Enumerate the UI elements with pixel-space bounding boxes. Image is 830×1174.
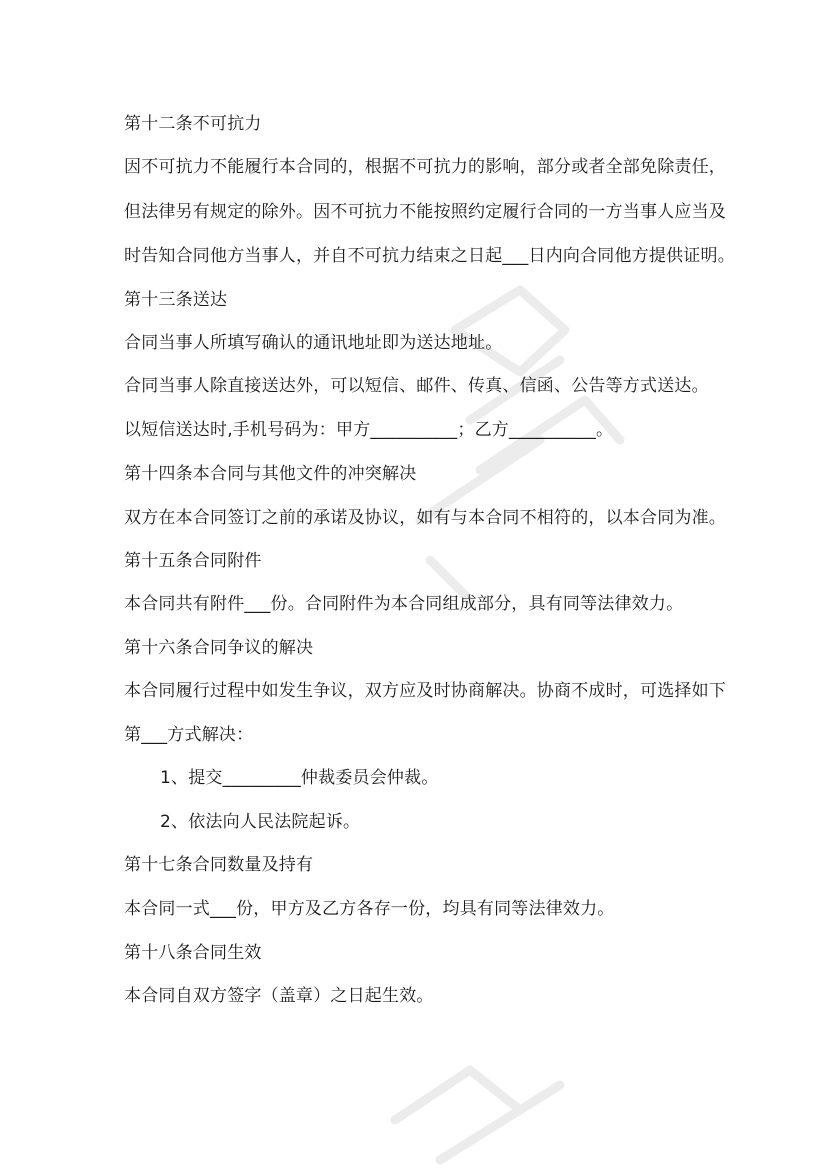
paragraph-line: 本合同共有附件___份。合同附件为本合同组成部分，具有同等法律效力。 xyxy=(124,594,684,614)
article-15-heading: 第十五条合同附件 xyxy=(124,551,262,571)
paragraph-line: 第___方式解决： xyxy=(124,725,254,745)
list-item: 1、提交_________仲裁委员会仲裁。 xyxy=(160,768,439,788)
paragraph-line: 合同当事人所填写确认的通讯地址即为送达地址。 xyxy=(124,333,503,353)
article-18-heading: 第十八条合同生效 xyxy=(124,943,262,963)
paragraph-line: 本合同履行过程中如发生争议，双方应及时协商解决。协商不成时，可选择如下 xyxy=(124,681,726,701)
paragraph-line: 本合同一式___份，甲方及乙方各存一份，均具有同等法律效力。 xyxy=(124,899,615,919)
list-item: 2、依法向人民法院起诉。 xyxy=(160,812,361,832)
article-16-heading: 第十六条合同争议的解决 xyxy=(124,638,314,658)
article-12-heading: 第十二条不可抗力 xyxy=(124,114,262,134)
paragraph-line: 时告知合同他方当事人，并自不可抗力结束之日起___日内向合同他方提供证明。 xyxy=(124,246,735,266)
paragraph-line: 因不可抗力不能履行本合同的，根据不可抗力的影响，部分或者全部免除责任， xyxy=(124,157,726,177)
article-13-heading: 第十三条送达 xyxy=(124,290,228,310)
paragraph-line: 以短信送达时,手机号码为：甲方__________；乙方__________。 xyxy=(124,420,614,440)
paragraph-line: 本合同自双方签字（盖章）之日起生效。 xyxy=(124,986,434,1006)
paragraph-line: 但法律另有规定的除外。因不可抗力不能按照约定履行合同的一方当事人应当及 xyxy=(124,202,726,222)
article-17-heading: 第十七条合同数量及持有 xyxy=(124,855,314,875)
paragraph-line: 双方在本合同签订之前的承诺及协议，如有与本合同不相符的，以本合同为准。 xyxy=(124,508,726,528)
article-14-heading: 第十四条本合同与其他文件的冲突解决 xyxy=(124,464,417,484)
paragraph-line: 合同当事人除直接送达外，可以短信、邮件、传真、信函、公告等方式送达。 xyxy=(124,376,709,396)
